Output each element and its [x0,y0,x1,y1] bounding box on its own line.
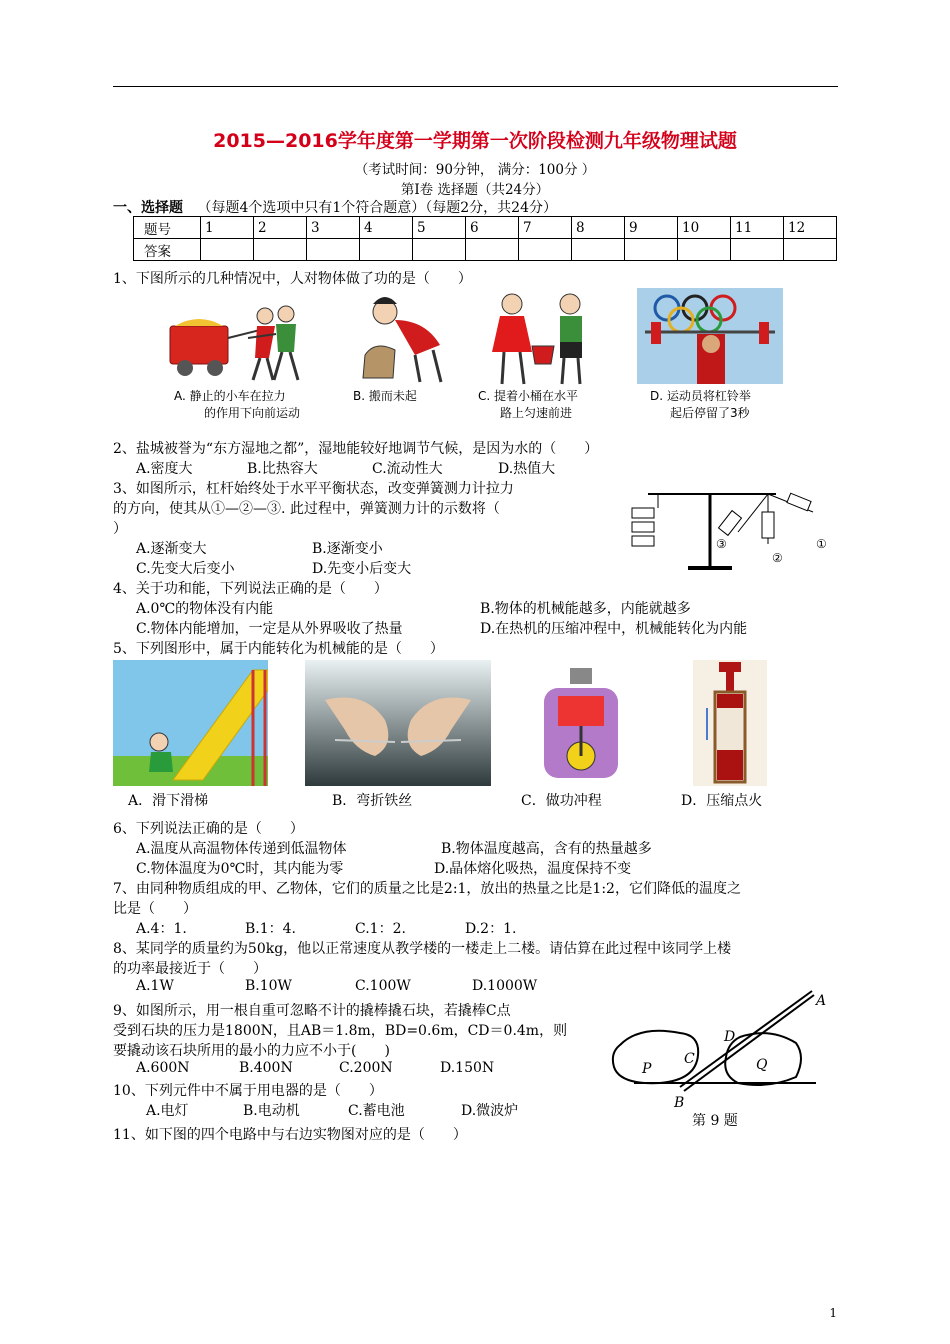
q2-option-a: A.密度大 [136,461,193,477]
answer-cell[interactable] [307,239,360,261]
q3-label-1: ① [816,537,827,551]
q3-label-3: ③ [716,537,727,551]
q4-stem: 4、关于功和能，下列说法正确的是（ ） [113,581,388,597]
q6-option-c: C.物体温度为0℃时，其内能为零 [136,861,344,877]
q9-label-c: C [684,1051,695,1067]
answer-table [133,216,837,261]
q1-caption-a-line: 的作用下向前运动 [204,406,301,420]
page-title: 2015—2016学年度第一学期第一次阶段检测九年级物理试题 [213,130,737,152]
q3-lever-figure [628,482,838,577]
q4-option-d: D.在热机的压缩冲程中，机械能转化为内能 [480,621,748,637]
q10-option-d: D.微波炉 [461,1103,519,1119]
page-number: 1 [829,1306,837,1320]
q5-figure-compress-ignite [693,660,767,786]
q8-option-c: C.100W [355,978,411,994]
answer-cell[interactable] [572,239,625,261]
q3-option-b: B.逐渐变小 [312,541,383,557]
answer-table-number: 8 [572,217,625,239]
q2-option-c: C.流动性大 [372,461,443,477]
q10-option-b: B.电动机 [243,1103,300,1119]
q7-option-a: A.4：1. [136,921,187,937]
answer-table-number: 5 [413,217,466,239]
answer-table-row-label: 题号 [134,217,201,239]
answer-table-number: 9 [625,217,678,239]
section1-instruction: （每题4个选项中只有1个符合题意）（每题2分，共24分） [197,200,557,216]
answer-table-number: 6 [466,217,519,239]
q1-caption-c-line: C. 提着小桶在水平 [478,389,579,403]
q4-option-b: B.物体的机械能越多，内能就越多 [480,601,691,617]
answer-cell[interactable] [625,239,678,261]
q9-stem-line3: 要撬动该石块所用的最小的力应不小于( ) [113,1043,390,1059]
q3-stem-line1: 3、如图所示，杠杆始终处于水平平衡状态，改变弹簧测力计拉力 [113,481,514,497]
answer-table-number: 10 [678,217,731,239]
q1-figure-a-boy [238,300,322,386]
q1-caption-b: B. 搬而未起 [353,389,417,403]
answer-table-number: 1 [201,217,254,239]
q2-option-d: D.热值大 [498,461,556,477]
q5-stem: 5、下列图形中，属于内能转化为机械能的是（ ） [113,641,444,657]
q1-caption-c [478,388,578,422]
q9-label-d: D [724,1029,736,1045]
header-rule [113,86,838,87]
q9-stem-line2: 受到石块的压力是1800N，且AB＝1.8m，BD=0.6m，CD＝0.4m，则 [113,1023,568,1039]
answer-table-number-row [134,217,837,239]
answer-cell[interactable] [784,239,837,261]
answer-cell[interactable] [731,239,784,261]
q6-option-b: B.物体温度越高，含有的热量越多 [441,841,652,857]
q3-option-c: C.先变大后变小 [136,561,235,577]
q1-caption-d [650,388,751,422]
q9-label-q: Q [756,1057,768,1073]
q9-label-p: P [642,1061,652,1077]
answer-table-number: 12 [784,217,837,239]
q8-stem-line1: 8、某同学的质量约为50kg，他以正常速度从教学楼的一楼走上二楼。请估算在此过程中该同学上楼 [113,941,732,957]
q7-option-d: D.2：1. [465,921,517,937]
q9-label-a: A [816,993,827,1009]
answer-cell[interactable] [519,239,572,261]
q10-option-a: A.电灯 [146,1103,189,1119]
q1-figure-c [470,288,610,388]
q4-option-a: A.0℃的物体没有内能 [136,601,274,617]
q9-label-b: B [674,1095,685,1111]
answer-table-number: 3 [307,217,360,239]
q1-caption-c-line: 路上匀速前进 [500,406,573,420]
q6-stem: 6、下列说法正确的是（ ） [113,821,304,837]
q8-option-d: D.1000W [472,978,538,994]
section-line: 第Ⅰ卷 选择题（共24分） [400,182,550,198]
answer-table-answer-row [134,239,837,261]
q3-option-a: A.逐渐变大 [136,541,207,557]
q2-option-b: B.比热容大 [247,461,318,477]
q1-caption-a-line: A. 静止的小车在拉力 [174,389,286,403]
q7-stem-line2: 比是（ ） [113,901,197,917]
q5-caption-b: B．弯折铁丝 [332,793,413,809]
q7-option-c: C.1：2. [355,921,406,937]
answer-cell[interactable] [678,239,731,261]
q9-figure-caption: 第 9 题 [692,1113,738,1129]
q9-crowbar-figure [600,985,838,1130]
q1-figure-d [637,288,783,384]
q5-caption-d: D．压缩点火 [681,793,763,809]
answer-cell[interactable] [466,239,519,261]
answer-cell[interactable] [201,239,254,261]
q7-option-b: B.1：4. [245,921,297,937]
q5-figure-slide [113,660,268,786]
q9-option-a: A.600N [136,1060,190,1076]
q5-caption-c: C．做功冲程 [521,793,602,809]
q9-option-b: B.400N [239,1060,293,1076]
q3-label-2: ② [772,551,783,565]
section1-heading [113,197,557,217]
q5-caption-a: A．滑下滑梯 [128,793,209,809]
q2-stem: 2、盐城被誉为“东方湿地之都”，湿地能较好地调节气候，是因为水的（ ） [113,441,599,457]
answer-table-number: 4 [360,217,413,239]
q7-stem-line1: 7、由同种物质组成的甲、乙物体，它们的质量之比是2:1，放出的热量之比是1:2，它们降低的温度之 [113,881,741,897]
q5-figure-bend-wire [305,660,491,786]
q6-option-a: A.温度从高温物体传递到低温物体 [136,841,347,857]
q3-stem-line2: 的方向，使其从①—②—③. 此过程中，弹簧测力计的示数将（ [113,501,500,517]
q1-caption-d-line: D. 运动员将杠铃举 [650,389,751,403]
q9-option-d: D.150N [440,1060,495,1076]
q1-caption-a [174,388,300,422]
q10-stem: 10、下列元件中不属于用电器的是（ ） [113,1083,383,1099]
q4-option-c: C.物体内能增加，一定是从外界吸收了热量 [136,621,403,637]
q1-stem: 1、下图所示的几种情况中，人对物体做了功的是（ ） [113,271,472,287]
answer-table-number: 2 [254,217,307,239]
answer-table-number: 11 [731,217,784,239]
q3-option-d: D.先变小后变大 [312,561,412,577]
section1-label: 一、选择题 [113,200,183,216]
answer-cell[interactable] [413,239,466,261]
q3-stem-line3: ） [113,521,127,537]
exam-time-line: （考试时间：90分钟， 满分：100分 ） [354,162,596,178]
q11-stem: 11、如下图的四个电路中与右边实物图对应的是（ ） [113,1127,467,1143]
q5-figure-power-stroke [540,660,622,786]
q8-option-a: A.1W [136,978,174,994]
q6-option-d: D.晶体熔化吸热，温度保持不变 [434,861,632,877]
answer-table-number: 7 [519,217,572,239]
answer-cell[interactable] [360,239,413,261]
q8-option-b: B.10W [245,978,292,994]
q9-option-c: C.200N [339,1060,393,1076]
q1-caption-d-line: 起后停留了3秒 [670,406,750,420]
q8-stem-line2: 的功率最接近于（ ） [113,961,267,977]
q1-figure-b [345,290,455,385]
q9-stem-line1: 9、如图所示，用一根自重可忽略不计的撬棒撬石块，若撬棒C点 [113,1003,511,1019]
q10-option-c: C.蓄电池 [348,1103,405,1119]
answer-cell[interactable] [254,239,307,261]
answer-table-row-label: 答案 [134,239,201,261]
